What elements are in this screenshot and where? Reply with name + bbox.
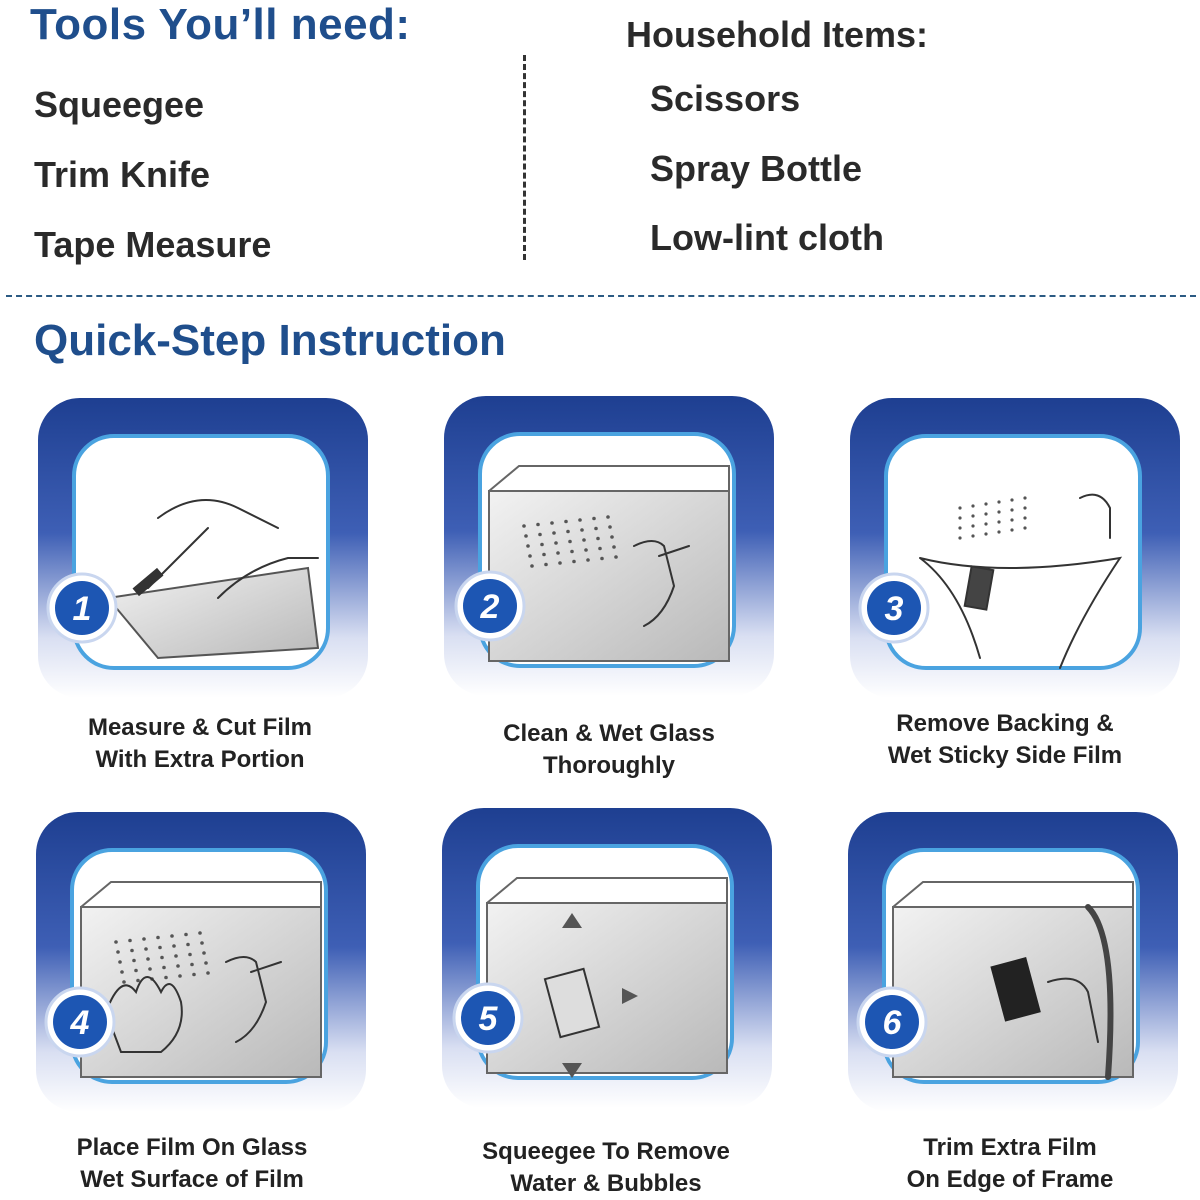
step-card-6 [848, 812, 1178, 1112]
step-caption-line: Clean & Wet Glass [503, 720, 715, 747]
step-caption-line: Water & Bubbles [510, 1170, 702, 1197]
step-card-4 [36, 812, 366, 1112]
step-caption-line: Remove Backing & [896, 710, 1114, 737]
tool-item-squeegee: Squeegee [34, 84, 205, 125]
step-number: 3 [884, 590, 904, 628]
step-card-5 [442, 808, 772, 1108]
step-caption-line: With Extra Portion [95, 746, 305, 773]
step-caption-line: Wet Surface of Film [80, 1166, 304, 1193]
household-item-cloth: Low-lint cloth [650, 217, 884, 258]
quick-step-heading: Quick-Step Instruction [34, 316, 506, 365]
step-caption-line: Measure & Cut Film [87, 714, 313, 741]
step-number: 2 [480, 588, 500, 626]
step-caption-line: Thoroughly [543, 752, 675, 779]
squeegee-icon [487, 878, 727, 1078]
step-number: 4 [70, 1004, 90, 1042]
household-heading: Household Items: [626, 14, 929, 55]
place-film-icon [81, 882, 321, 1077]
step-caption-2 [429, 718, 789, 782]
step-caption-4 [12, 1132, 372, 1196]
step-caption-line: On Edge of Frame [906, 1166, 1114, 1193]
tools-heading: Tools You’ll need: [30, 0, 411, 49]
step-caption-1 [20, 712, 380, 776]
step-window [886, 436, 1140, 668]
spray-glass-icon [489, 466, 729, 661]
step-number: 1 [72, 590, 92, 628]
step-caption-5 [426, 1136, 786, 1200]
step-caption-3 [825, 708, 1185, 772]
step-card-2 [444, 396, 774, 696]
trim-edge-icon [893, 882, 1133, 1077]
step-card-3 [850, 398, 1180, 698]
step-card-1 [38, 398, 368, 698]
step-number: 6 [882, 1004, 902, 1042]
step-caption-line: Trim Extra Film [923, 1134, 1097, 1161]
step-caption-6 [830, 1132, 1190, 1196]
section-divider [6, 295, 1196, 297]
step-caption-line: Squeegee To Remove [482, 1138, 730, 1165]
column-divider [523, 55, 526, 260]
tool-item-tape-measure: Tape Measure [34, 224, 272, 265]
step-caption-line: Place Film On Glass [76, 1134, 308, 1161]
step-caption-line: Wet Sticky Side Film [887, 742, 1123, 769]
tool-item-trim-knife: Trim Knife [34, 154, 211, 195]
household-item-scissors: Scissors [650, 78, 801, 119]
step-number: 5 [478, 1000, 498, 1038]
household-item-spray-bottle: Spray Bottle [650, 148, 863, 189]
